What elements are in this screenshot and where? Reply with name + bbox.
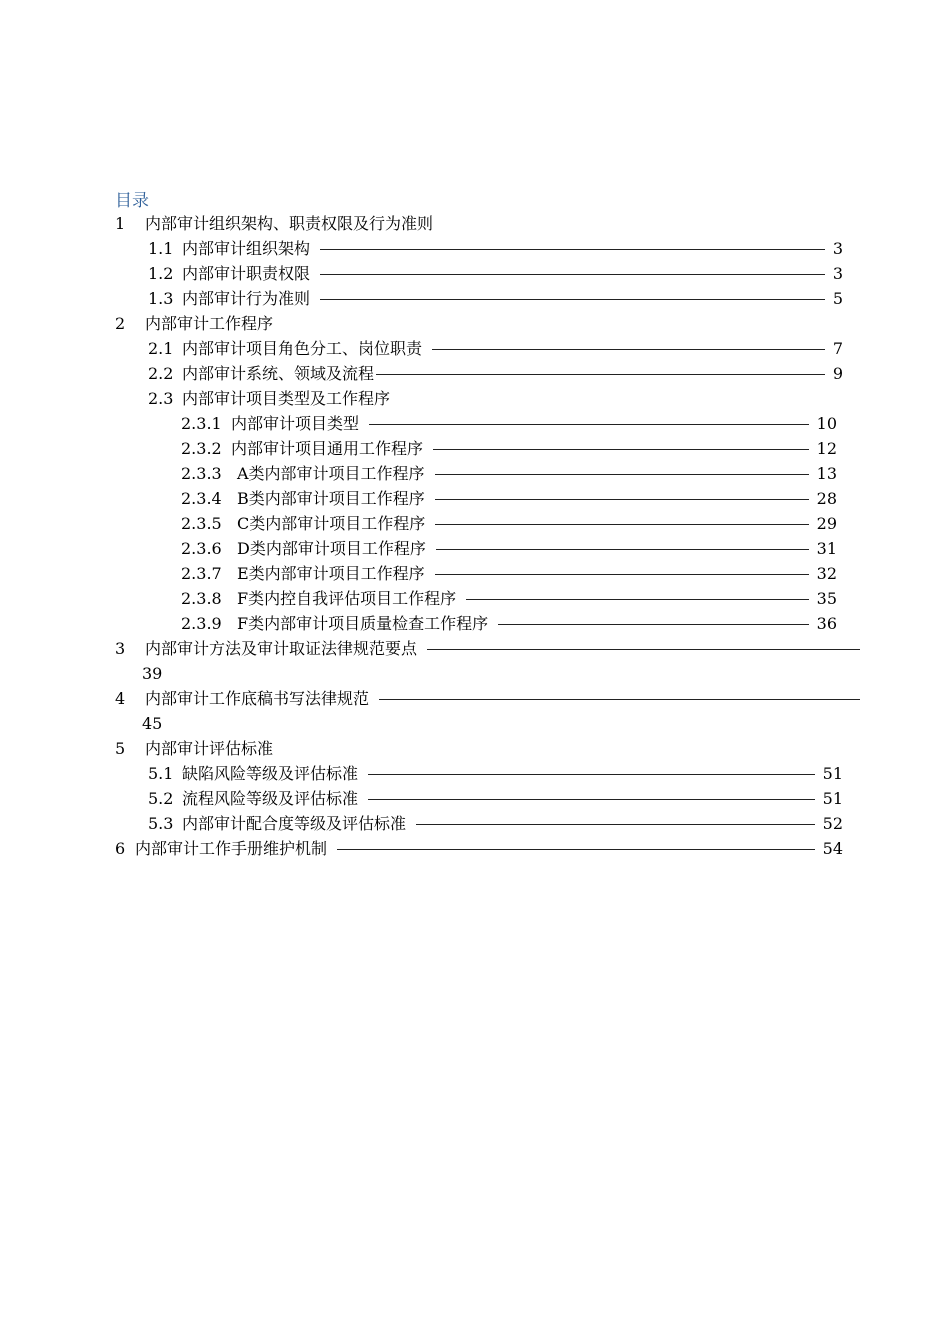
toc-entry-text: 内部审计项目类型及工作程序 — [182, 389, 391, 408]
toc-entry-text: 内部审计方法及审计取证法律规范要点 — [145, 639, 418, 658]
toc-entry-text: A类内部审计项目工作程序 — [237, 464, 425, 483]
toc-page-number: 52 — [822, 814, 843, 833]
toc-entry-2-3-7[interactable] — [181, 561, 837, 586]
toc-leader-line — [435, 499, 809, 500]
toc-leader-line — [376, 374, 825, 375]
toc-entry-number: 5.3 — [148, 814, 174, 833]
toc-entry-text: 内部审计项目类型 — [231, 414, 360, 433]
toc-entry-text: F类内部审计项目质量检查工作程序 — [237, 614, 489, 633]
toc-page-number: 51 — [822, 764, 843, 783]
toc-entry-number: 4 — [115, 689, 126, 708]
toc-leader-line — [433, 449, 809, 450]
toc-entry-5-1[interactable] — [148, 761, 843, 786]
toc-entry-text: 内部审计组织架构、职责权限及行为准则 — [145, 214, 434, 233]
toc-entry-number: 1.2 — [148, 264, 174, 283]
toc-entry-5-2[interactable] — [148, 786, 843, 811]
toc-leader-line — [435, 574, 809, 575]
toc-entry-4[interactable] — [115, 686, 860, 711]
toc-entry-1-3[interactable] — [148, 286, 843, 311]
toc-page-number: 5 — [832, 289, 843, 308]
toc-entry-text: 内部审计项目角色分工、岗位职责 — [182, 339, 423, 358]
toc-entry-number: 2.3.1 — [181, 414, 222, 433]
toc-entry-2-3-2[interactable] — [181, 436, 837, 461]
toc-entry-number: 2.1 — [148, 339, 174, 358]
toc-entry-text: 内部审计组织架构 — [182, 239, 311, 258]
toc-page-number: 10 — [816, 414, 837, 433]
toc-entry-1-2[interactable] — [148, 261, 843, 286]
toc-entry-2-3-3[interactable] — [181, 461, 837, 486]
toc-entry-2-2[interactable] — [148, 361, 843, 386]
toc-entry-5[interactable] — [115, 736, 515, 761]
toc-entry-number: 2.3.8 — [181, 589, 222, 608]
toc-entry-5-3[interactable] — [148, 811, 843, 836]
toc-entry-number: 5.1 — [148, 764, 174, 783]
toc-title: 目录 — [115, 191, 149, 211]
toc-entry-number: 2.3.6 — [181, 539, 222, 558]
toc-page-number: 29 — [816, 514, 837, 533]
toc-entry-number: 2.3.7 — [181, 564, 222, 583]
toc-leader-line — [337, 849, 815, 850]
toc-entry-text: 内部审计职责权限 — [182, 264, 311, 283]
toc-leader-line — [436, 549, 809, 550]
toc-entry-3[interactable] — [115, 636, 860, 661]
toc-page-number: 51 — [822, 789, 843, 808]
toc-leader-line — [416, 824, 815, 825]
toc-entry-text: 流程风险等级及评估标准 — [182, 789, 359, 808]
toc-page-number: 54 — [822, 839, 843, 858]
toc-entry-number: 3 — [115, 639, 126, 658]
toc-leader-line — [379, 699, 860, 700]
toc-entry-2-3[interactable] — [148, 386, 548, 411]
toc-entry-text: D类内部审计项目工作程序 — [237, 539, 426, 558]
toc-page-number: 12 — [816, 439, 837, 458]
toc-entry-text: 内部审计配合度等级及评估标准 — [182, 814, 407, 833]
toc-entry-text: C类内部审计项目工作程序 — [237, 514, 426, 533]
toc-leader-line — [320, 299, 825, 300]
toc-page-number: 7 — [832, 339, 843, 358]
toc-entry-2-3-1[interactable] — [181, 411, 837, 436]
toc-entry-number: 2.3.2 — [181, 439, 222, 458]
toc-entry-text: F类内控自我评估项目工作程序 — [237, 589, 457, 608]
toc-entry-number: 6 — [115, 839, 126, 858]
toc-entry-text: E类内部审计项目工作程序 — [237, 564, 425, 583]
toc-leader-line — [368, 774, 815, 775]
toc-entry-text: 内部审计系统、领域及流程 — [182, 364, 375, 383]
toc-leader-line — [369, 424, 809, 425]
toc-entry-text: B类内部审计项目工作程序 — [237, 489, 425, 508]
toc-entry-2-3-9[interactable] — [181, 611, 837, 636]
toc-entry-number: 2.3 — [148, 389, 174, 408]
toc-entry-1[interactable] — [115, 211, 515, 236]
toc-entry-number: 1.1 — [148, 239, 174, 258]
toc-entry-number: 2.3.9 — [181, 614, 222, 633]
toc-entry-number: 2 — [115, 314, 126, 333]
toc-entry-text: 内部审计行为准则 — [182, 289, 311, 308]
toc-entry-number: 2.3.3 — [181, 464, 222, 483]
toc-page-number: 3 — [832, 264, 843, 283]
toc-leader-line — [368, 799, 815, 800]
toc-leader-line — [498, 624, 809, 625]
toc-entry-2-1[interactable] — [148, 336, 843, 361]
toc-entry-text: 内部审计工作底稿书写法律规范 — [145, 689, 370, 708]
toc-entry-2-3-4[interactable] — [181, 486, 837, 511]
toc-entry-text: 内部审计项目通用工作程序 — [231, 439, 424, 458]
toc-entry-2-3-8[interactable] — [181, 586, 837, 611]
toc-entry-6[interactable] — [115, 836, 843, 861]
toc-entry-number: 5.2 — [148, 789, 174, 808]
toc-entry-text: 缺陷风险等级及评估标准 — [182, 764, 359, 783]
toc-page-number: 35 — [816, 589, 837, 608]
toc-entry-number: 2.2 — [148, 364, 174, 383]
toc-page-number: 36 — [816, 614, 837, 633]
toc-entry-number: 2.3.4 — [181, 489, 222, 508]
toc-leader-line — [435, 474, 809, 475]
toc-entry-number: 2.3.5 — [181, 514, 222, 533]
toc-page-number: 39 — [142, 664, 163, 683]
toc-entry-2-3-5[interactable] — [181, 511, 837, 536]
toc-page-number: 13 — [816, 464, 837, 483]
toc-entry-number: 1.3 — [148, 289, 174, 308]
toc-leader-line — [466, 599, 809, 600]
toc-page-number: 32 — [816, 564, 837, 583]
toc-leader-line — [432, 349, 825, 350]
toc-entry-number: 5 — [115, 739, 126, 758]
toc-entry-2-3-6[interactable] — [181, 536, 837, 561]
toc-leader-line — [320, 274, 825, 275]
toc-entry-number: 1 — [115, 214, 126, 233]
toc-entry-text: 内部审计工作手册维护机制 — [135, 839, 328, 858]
toc-page-number: 45 — [142, 714, 163, 733]
toc-entry-text: 内部审计评估标准 — [145, 739, 274, 758]
toc-entry-2[interactable] — [115, 311, 515, 336]
toc-leader-line — [427, 649, 860, 650]
toc-entry-1-1[interactable] — [148, 236, 843, 261]
toc-page-number: 28 — [816, 489, 837, 508]
toc-page-number: 3 — [832, 239, 843, 258]
toc-leader-line — [320, 249, 825, 250]
toc-page-number: 9 — [832, 364, 843, 383]
toc-entry-text: 内部审计工作程序 — [145, 314, 274, 333]
toc-page-number: 31 — [816, 539, 837, 558]
toc-leader-line — [435, 524, 808, 525]
